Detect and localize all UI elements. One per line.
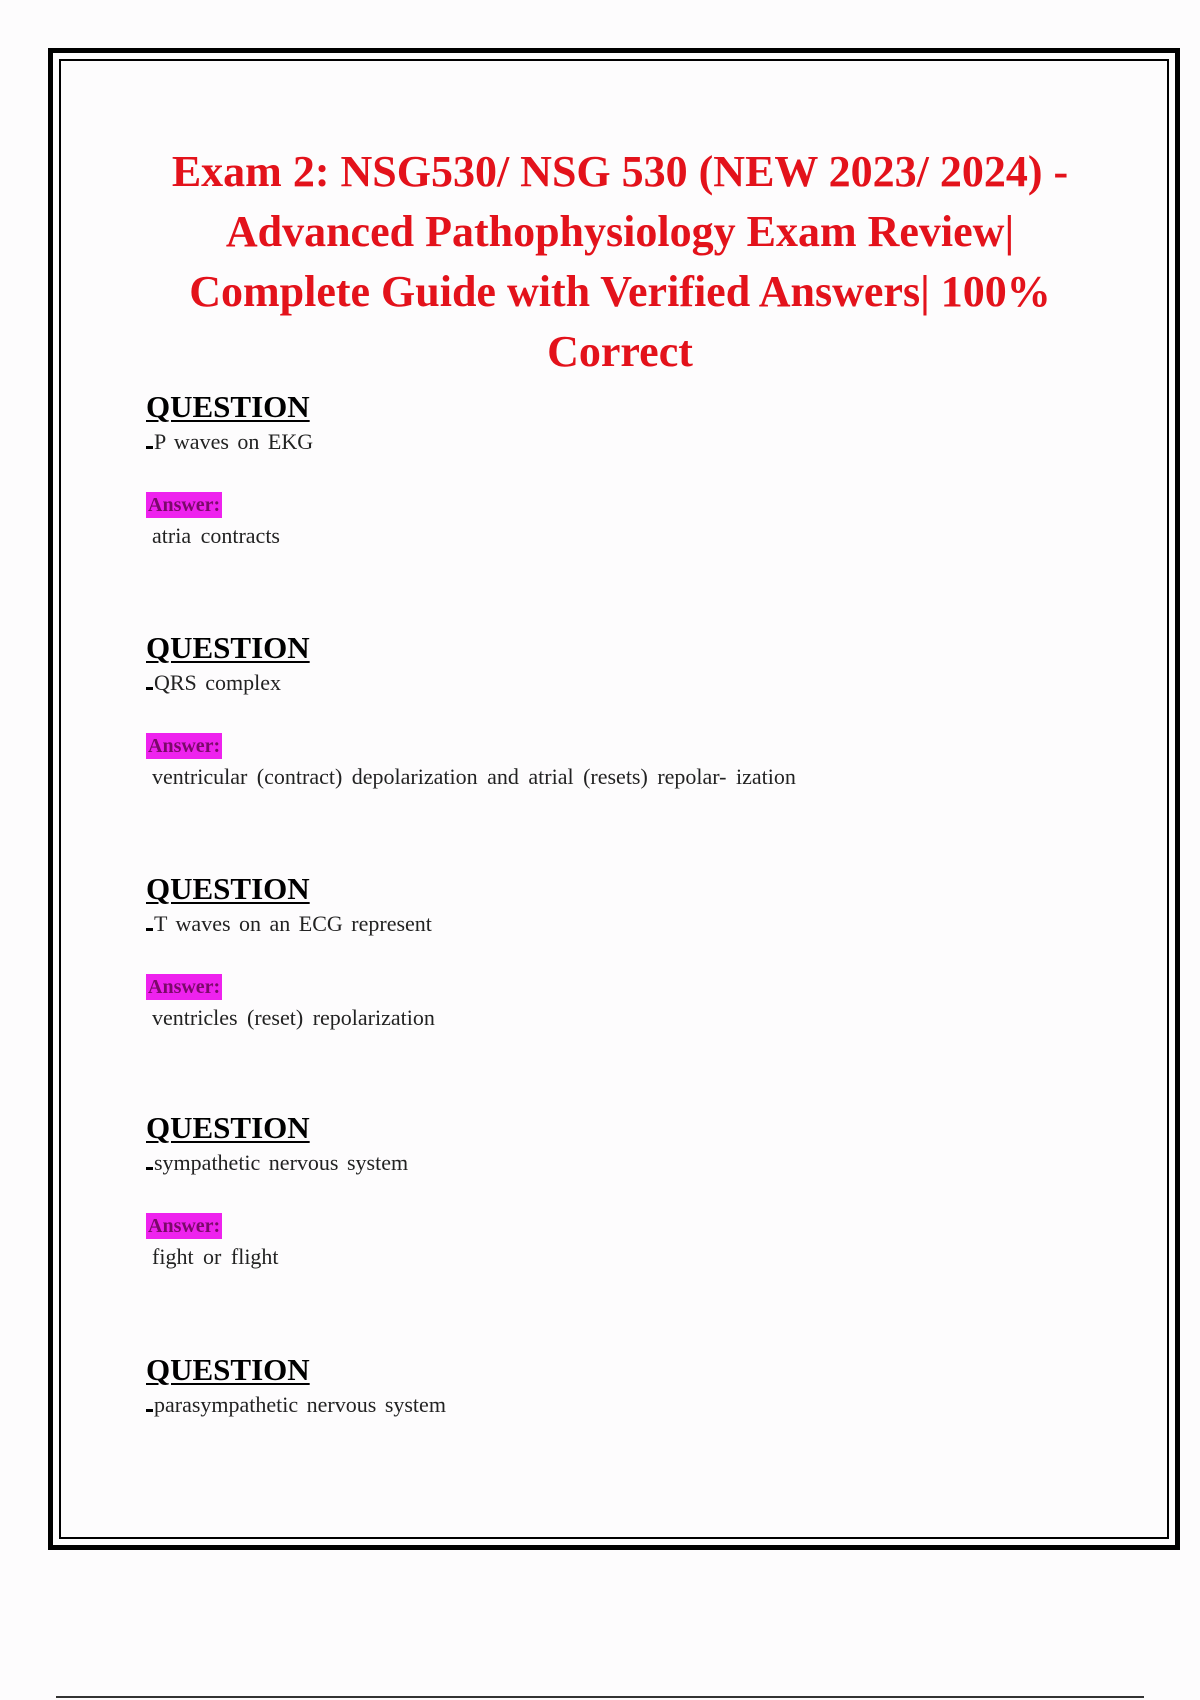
answer-text: atria contracts — [152, 523, 280, 548]
question-text-value: QRS complex — [154, 670, 282, 695]
question-heading: QUESTION — [146, 1352, 310, 1387]
question-marker — [146, 1395, 153, 1412]
footer-rule — [56, 1696, 1144, 1698]
question-heading: QUESTION — [146, 1110, 310, 1145]
answer-label: Answer: — [148, 735, 221, 757]
answer-label: Answer: — [148, 976, 221, 998]
answer-text: ventricles (reset) repolarization — [152, 1005, 435, 1030]
document-title: Exam 2: NSG530/ NSG 530 (NEW 2023/ 2024) - Advanced Pathophysiology Exam Review| Complete Guide with Verified Answers| 100% Correct — [171, 147, 1069, 376]
question-text — [146, 910, 435, 938]
question-marker — [146, 914, 153, 931]
question-marker — [146, 1153, 153, 1170]
qa-block — [146, 1353, 446, 1419]
question-text — [146, 669, 796, 697]
qa-block — [146, 872, 435, 1032]
question-text-value: P waves on EKG — [154, 429, 314, 454]
question-text — [146, 1149, 408, 1177]
question-heading: QUESTION — [146, 871, 310, 906]
qa-block — [146, 390, 313, 550]
question-text — [146, 1391, 446, 1419]
answer-text: ventricular (contract) depolarization and atrial (resets) repolar- ization — [152, 764, 796, 789]
qa-block — [146, 631, 796, 791]
question-text-value: parasympathetic nervous system — [154, 1392, 446, 1417]
answer-text: fight or flight — [152, 1244, 279, 1269]
question-text-value: sympathetic nervous system — [154, 1150, 409, 1175]
question-heading: QUESTION — [146, 630, 310, 665]
question-heading: QUESTION — [146, 389, 310, 424]
question-marker — [146, 673, 153, 690]
answer-label: Answer: — [148, 494, 221, 516]
question-marker — [146, 432, 153, 449]
question-text — [146, 428, 313, 456]
qa-block — [146, 1111, 408, 1271]
answer-label: Answer: — [148, 1215, 221, 1237]
question-text-value: T waves on an ECG represent — [154, 911, 432, 936]
